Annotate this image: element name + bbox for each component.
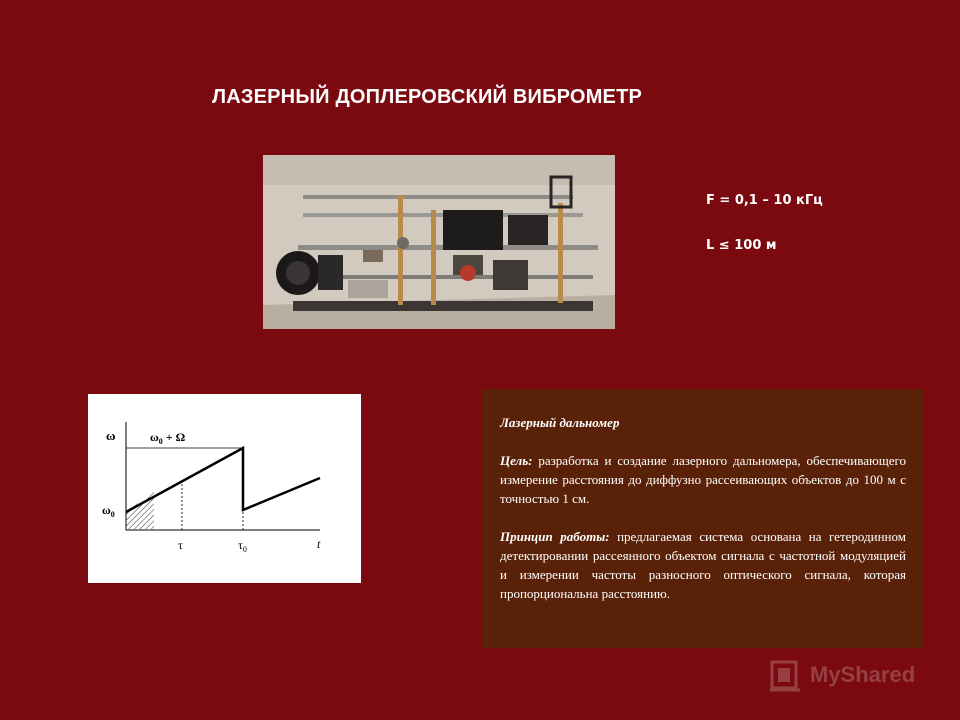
vibrometer-photo (263, 155, 615, 329)
graduation-cap-icon (766, 656, 806, 696)
t-axis-label: t (317, 537, 321, 551)
tau-label: τ (178, 538, 183, 552)
frequency-modulation-diagram (88, 394, 361, 583)
frequency-spec: F = 0,1 – 10 кГц (706, 193, 823, 208)
rangefinder-description (482, 389, 924, 648)
tau0-label: $\tau_0$ (238, 538, 247, 554)
sawtooth-signal (126, 448, 320, 512)
principle-paragraph (500, 527, 906, 603)
watermark-text: MyShared (810, 662, 916, 687)
principle-label: Принцип работы: (500, 529, 610, 544)
slide-title: ЛАЗЕРНЫЙ ДОПЛЕРОВСКИЙ ВИБРОМЕТР (212, 86, 643, 108)
rangefinder-heading: Лазерный дальномер (500, 415, 620, 430)
distance-spec: L ≤ 100 м (706, 238, 777, 253)
goal-label: Цель: (500, 453, 533, 468)
principle-text: предлагаемая система основана на гетеродинном детектировании рассеянного объектом сигнала с частотной модуляцией и измерении частоты разносного оптического сигнала, которая пропорциональна расстоянию. (500, 529, 906, 601)
goal-text: разработка и создание лазерного дальномера, обеспечивающего измерение расстояния до диффузно рассеивающих объектов до 100 м с точностью 1 см. (500, 453, 906, 506)
top-level-label: $\omega_0 + \Omega$ (150, 430, 186, 446)
y-axis-label: ω (106, 428, 116, 443)
goal-paragraph (500, 451, 906, 508)
myshared-watermark (766, 656, 926, 696)
omega0-label: $\omega_0$ (102, 503, 115, 519)
